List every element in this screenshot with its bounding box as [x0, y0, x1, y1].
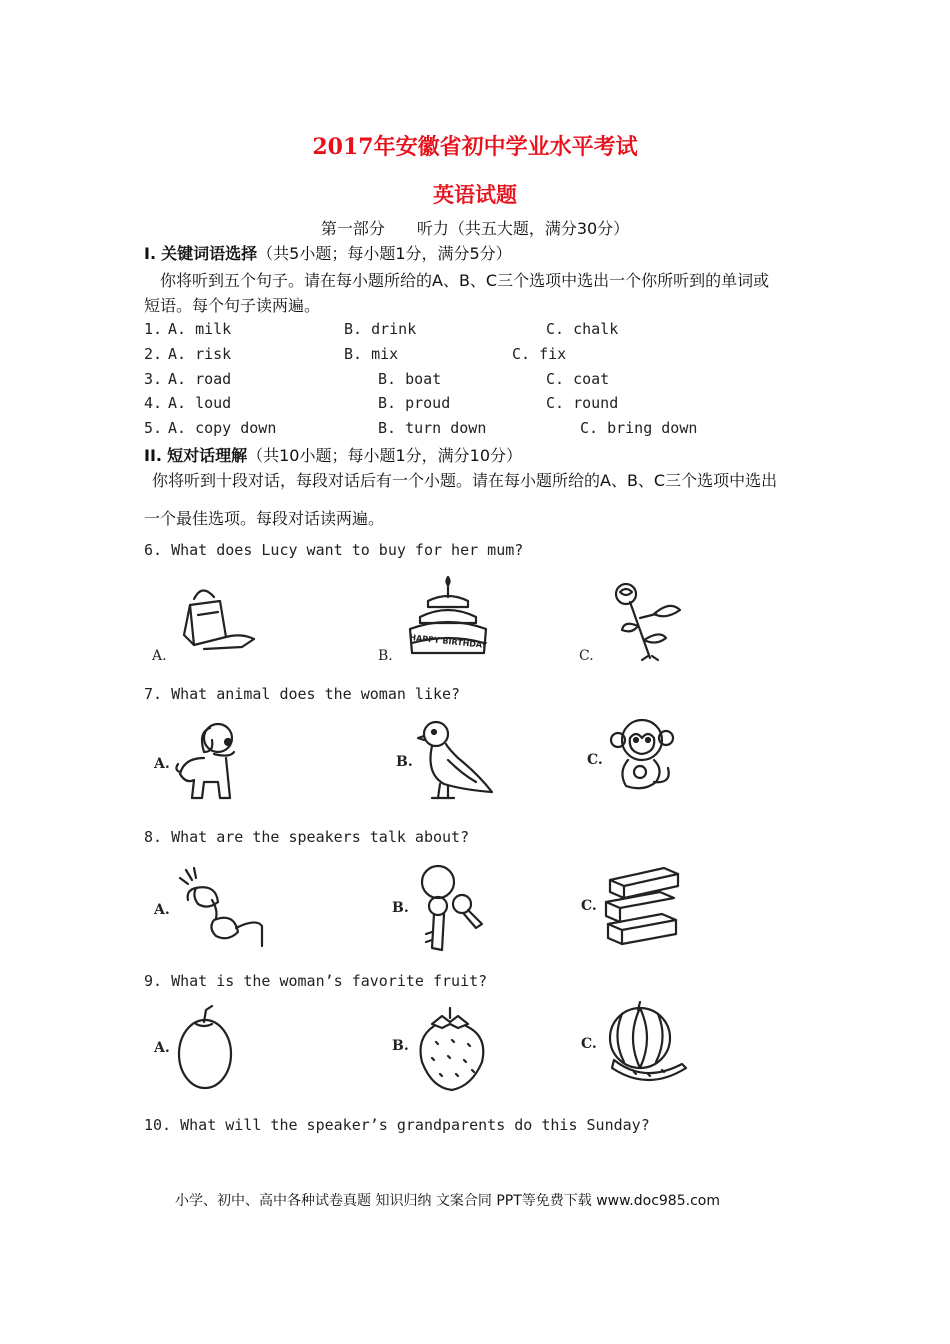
q8-text: 8. What are the speakers talk about?	[144, 828, 470, 846]
q3-option-a: A. road	[168, 370, 232, 388]
strawberry-icon	[412, 1004, 490, 1094]
q2-option-c: C. fix	[512, 345, 567, 363]
exam-title: 2017年安徽省初中学业水平考试	[312, 134, 638, 160]
q6-label-a: A.	[152, 648, 167, 664]
q1-option-c: C. chalk	[546, 320, 619, 338]
q8-label-b: B.	[392, 900, 409, 916]
q4-option-b: B. proud	[378, 394, 451, 412]
q4-option-c: C. round	[546, 394, 619, 412]
q2-number: 2.	[144, 345, 163, 363]
rose-icon	[604, 580, 694, 660]
q1-option-b: B. drink	[344, 320, 417, 338]
section1-instruction-line1: 你将听到五个句子。请在每小题所给的A、B、C三个选项中选出一个你所听到的单词或	[160, 271, 770, 290]
q5-option-c: C. bring down	[580, 419, 698, 437]
monkey-icon	[608, 716, 688, 796]
page-footer: 小学、初中、高中各种试卷真题 知识归纳 文案合同 PPT等免费下载 www.doc985.com	[175, 1193, 720, 1209]
q5-option-a: A. copy down	[168, 419, 277, 437]
section2-score: （共10小题；每小题1分，满分10分）	[247, 446, 522, 465]
books-icon	[604, 862, 680, 946]
q7-label-b: B.	[396, 754, 413, 770]
cake-text: HAPPY BIRTHDAY	[408, 632, 488, 651]
bird-icon	[418, 718, 498, 804]
q7-label-c: C.	[587, 752, 603, 768]
section2-roman: II.	[144, 446, 162, 465]
keys-icon	[412, 862, 486, 954]
q8-label-c: C.	[581, 898, 597, 914]
q5-number: 5.	[144, 419, 163, 437]
q1-option-a: A. milk	[168, 320, 232, 338]
q5-option-b: B. turn down	[378, 419, 487, 437]
q3-number: 3.	[144, 370, 163, 388]
q4-number: 4.	[144, 394, 163, 412]
section1-roman: I.	[144, 244, 157, 263]
birthday-cake-icon	[404, 573, 494, 661]
section1-title: 关键词语选择	[161, 244, 258, 263]
section1-score: （共5小题；每小题1分，满分5分）	[257, 244, 512, 263]
section2-title: 短对话理解	[167, 446, 248, 465]
section2-instruction-line2: 一个最佳选项。每段对话读两遍。	[144, 509, 385, 528]
q3-option-b: B. boat	[378, 370, 442, 388]
dog-icon	[174, 718, 254, 804]
q6-label-b: B.	[378, 648, 393, 664]
q6-label-c: C.	[579, 648, 594, 664]
q2-option-a: A. risk	[168, 345, 232, 363]
section2-heading	[144, 443, 522, 466]
q4-option-a: A. loud	[168, 394, 232, 412]
section2-instruction-line1: 你将听到十段对话，每段对话后有一个小题。请在每小题所给的A、B、C三个选项中选出	[152, 471, 778, 490]
handbag-icon	[180, 585, 260, 655]
q7-label-a: A.	[154, 756, 170, 772]
q10-text: 10. What will the speaker’s grandparents do this Sunday?	[144, 1116, 650, 1134]
q3-option-c: C. coat	[546, 370, 610, 388]
glasses-icon	[176, 866, 268, 950]
q9-label-a: A.	[154, 1040, 170, 1056]
q1-number: 1.	[144, 320, 163, 338]
section1-heading	[144, 241, 512, 264]
watermelon-icon	[604, 998, 690, 1088]
q9-label-b: B.	[392, 1038, 409, 1054]
q8-label-a: A.	[154, 902, 170, 918]
q2-option-b: B. mix	[344, 345, 399, 363]
q7-text: 7. What animal does the woman like?	[144, 685, 461, 703]
plum-icon	[176, 1004, 236, 1092]
q9-text: 9. What is the woman’s favorite fruit?	[144, 972, 488, 990]
exam-subtitle: 英语试题	[433, 182, 517, 207]
q9-label-c: C.	[581, 1036, 597, 1052]
q6-text: 6. What does Lucy want to buy for her mum?	[144, 541, 524, 559]
section1-instruction-line2: 短语。每个句子读两遍。	[144, 296, 321, 315]
part-heading: 第一部分 听力（共五大题，满分30分）	[320, 219, 630, 238]
